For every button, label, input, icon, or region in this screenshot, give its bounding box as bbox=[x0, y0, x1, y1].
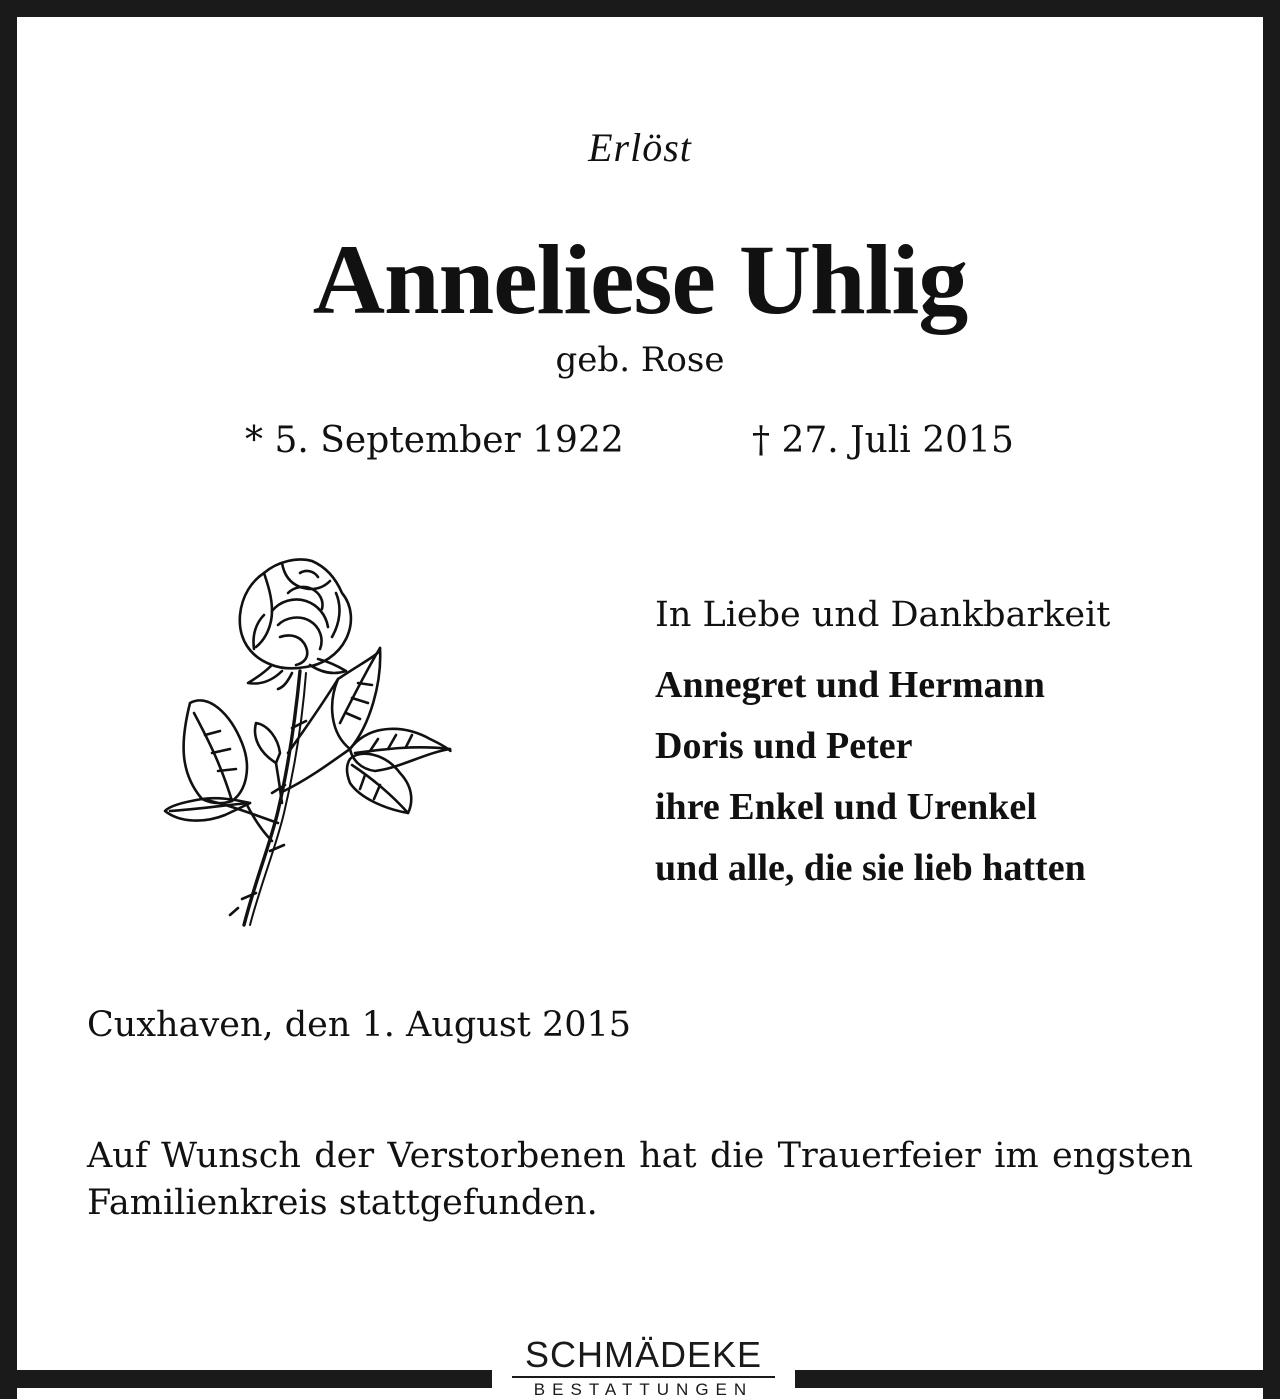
rose-icon bbox=[160, 553, 460, 933]
birth-date: * 5. September 1922 bbox=[245, 420, 624, 461]
mourner-line: ihre Enkel und Urenkel bbox=[655, 786, 1037, 828]
funeral-home-logo-subtitle: BESTATTUNGEN bbox=[533, 1380, 754, 1399]
place-date: Cuxhaven, den 1. August 2015 bbox=[87, 1005, 632, 1045]
funeral-home-logo-name: SCHMÄDEKE bbox=[524, 1334, 763, 1375]
logo-divider bbox=[512, 1376, 775, 1378]
mourner-line: Annegret und Hermann bbox=[655, 664, 1045, 706]
maiden-name: geb. Rose bbox=[555, 340, 725, 380]
mourner-line: und alle, die sie lieb hatten bbox=[655, 847, 1086, 889]
bottom-rule-right bbox=[795, 1370, 1280, 1388]
funeral-note: Auf Wunsch der Verstorbenen hat die Trauerfeier im engsten Familienkreis stattgefunden. bbox=[87, 1136, 1193, 1223]
intro-text: Erlöst bbox=[588, 125, 692, 170]
bottom-rule-left bbox=[0, 1370, 492, 1388]
mourner-line: Doris und Peter bbox=[655, 725, 913, 767]
gratitude-line: In Liebe und Dankbarkeit bbox=[655, 595, 1111, 635]
death-date: † 27. Juli 2015 bbox=[752, 420, 1014, 461]
deceased-name: Anneliese Uhlig bbox=[312, 224, 968, 335]
